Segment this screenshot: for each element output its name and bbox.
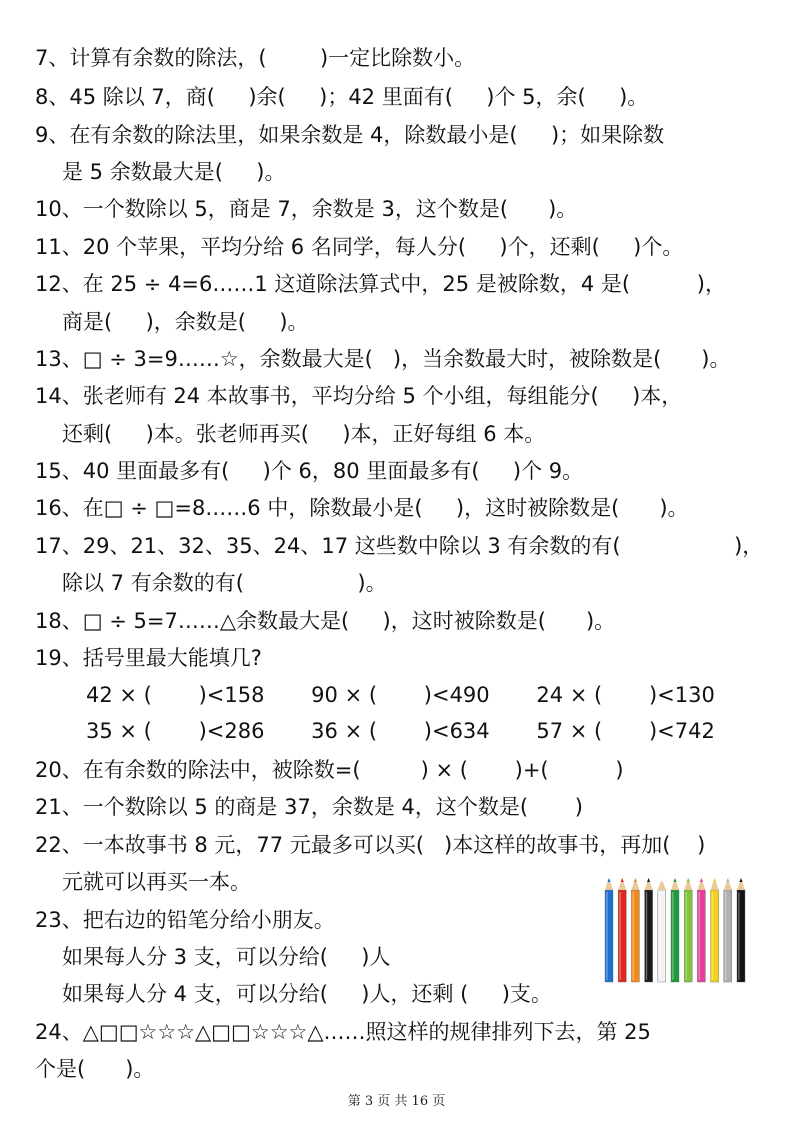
question-24-cont: 个是( )。	[35, 1057, 155, 1081]
question-23: 23、把右边的铅笔分给小朋友。	[35, 908, 335, 932]
pencil	[631, 878, 639, 982]
pencil	[645, 878, 653, 982]
pencil	[605, 878, 613, 982]
question-20: 20、在有余数的除法中，被除数=( ) × ( )+( )	[35, 758, 624, 782]
question-12: 12、在 25 ÷ 4=6……1 这道除法算式中，25 是被除数，4 是( )，	[35, 272, 726, 296]
pencil	[684, 878, 692, 982]
question-9-cont: 是 5 余数最大是( )。	[62, 160, 286, 184]
question-22: 22、一本故事书 8 元，77 元最多可以买( )本这样的故事书，再加( )	[35, 833, 706, 857]
question-19-row-1: 42 × ( )<158 90 × ( )<490 24 × ( )<130	[86, 683, 715, 707]
question-9: 9、在有余数的除法里，如果余数是 4，除数最小是( )；如果除数	[35, 123, 665, 147]
pencil	[618, 878, 626, 982]
question-10: 10、一个数除以 5，商是 7，余数是 3，这个数是( )。	[35, 197, 578, 221]
question-14-cont: 还剩( )本。张老师再买( )本，正好每组 6 本。	[62, 422, 546, 446]
pencil	[724, 878, 732, 982]
question-14: 14、张老师有 24 本故事书，平均分给 5 个小组，每组能分( )本，	[35, 384, 683, 408]
colored-pencils-image	[603, 876, 749, 984]
pencil	[711, 878, 719, 982]
question-17-cont: 除以 7 有余数的有( )。	[62, 571, 387, 595]
question-19: 19、括号里最大能填几?	[35, 646, 262, 670]
pencil	[737, 878, 745, 982]
question-8: 8、45 除以 7，商( )余( )；42 里面有( )个 5，余( )。	[35, 85, 649, 109]
question-12-cont: 商是( )，余数是( )。	[62, 310, 309, 334]
pencil	[697, 878, 705, 982]
question-23-line-2: 如果每人分 4 支，可以分给( )人，还剩 ( )支。	[62, 982, 552, 1006]
question-24: 24、△□□☆☆☆△□□☆☆☆△……照这样的规律排列下去，第 25	[35, 1020, 651, 1044]
question-17: 17、29、21、32、35、24、17 这些数中除以 3 有余数的有( )，	[35, 534, 764, 558]
question-23-line-1: 如果每人分 3 支，可以分给( )人	[62, 945, 391, 969]
question-15: 15、40 里面最多有( )个 6，80 里面最多有( )个 9。	[35, 459, 584, 483]
question-21: 21、一个数除以 5 的商是 37，余数是 4，这个数是( )	[35, 795, 583, 819]
pencil	[658, 878, 666, 982]
question-7: 7、计算有余数的除法，( )一定比除数小。	[35, 46, 476, 70]
question-11: 11、20 个苹果，平均分给 6 名同学，每人分( )个，还剩( )个。	[35, 235, 684, 259]
question-18: 18、□ ÷ 5=7……△余数最大是( )，这时被除数是( )。	[35, 609, 616, 633]
question-22-cont: 元就可以再买一本。	[62, 870, 251, 894]
question-13: 13、□ ÷ 3=9……☆，余数最大是( )，当余数最大时，被除数是( )。	[35, 347, 731, 371]
question-16: 16、在□ ÷ □=8……6 中，除数最小是( )，这时被除数是( )。	[35, 496, 689, 520]
question-19-row-2: 35 × ( )<286 36 × ( )<634 57 × ( )<742	[86, 719, 715, 743]
pencil	[671, 878, 679, 982]
page-footer: 第 3 页 共 16 页	[347, 1094, 446, 1109]
